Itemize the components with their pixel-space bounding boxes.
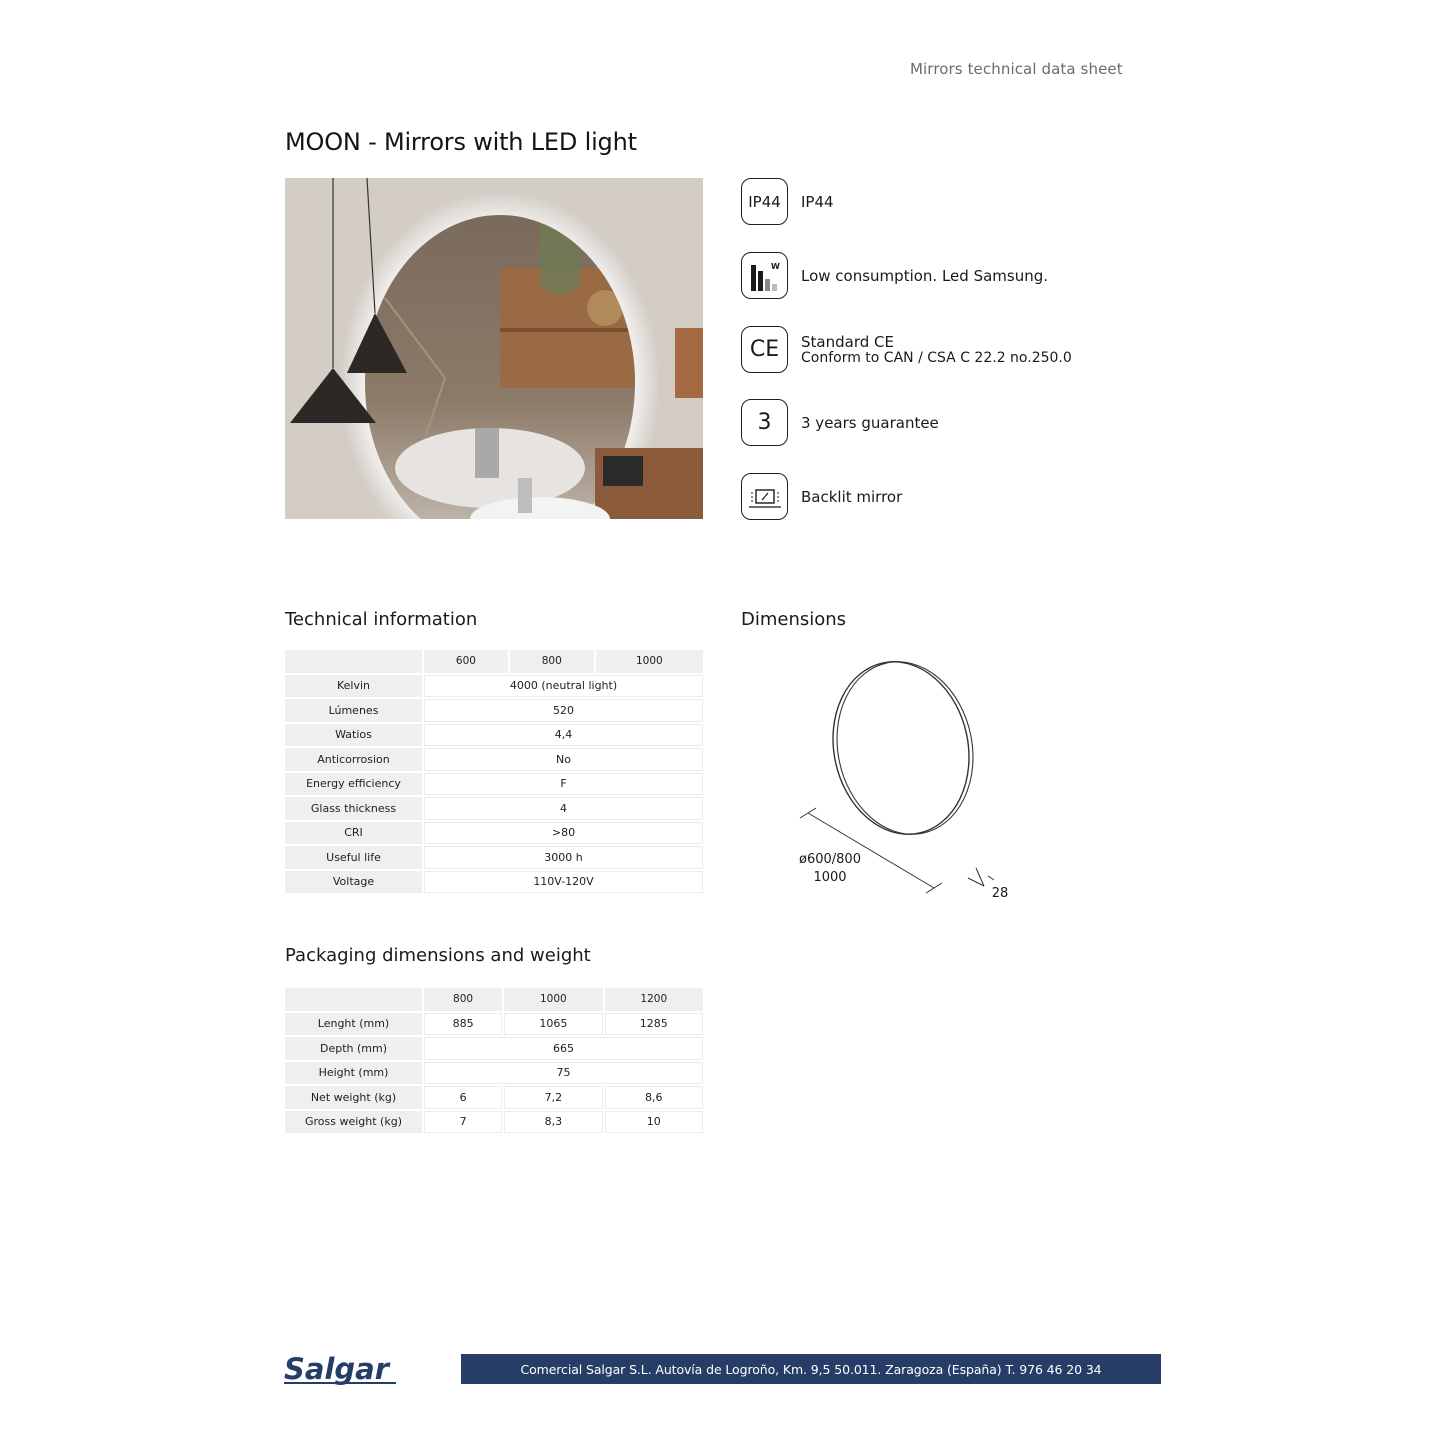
guarantee-years: 3 <box>757 410 772 435</box>
product-photo <box>285 178 703 519</box>
table-row <box>285 773 703 796</box>
dimensions-title: Dimensions <box>741 609 847 630</box>
row-value: 110V-120V <box>424 871 703 894</box>
feature-backlit <box>741 473 902 520</box>
logo-wordmark: Salgar <box>284 1352 390 1386</box>
column-header: 1200 <box>605 988 703 1011</box>
row-value: 75 <box>424 1062 703 1085</box>
row-value: 6 <box>424 1086 502 1109</box>
ip44-icon <box>741 178 788 225</box>
table-row <box>285 846 703 869</box>
packaging-title: Packaging dimensions and weight <box>285 945 591 966</box>
table-header-row <box>285 650 703 673</box>
table-header-row <box>285 988 703 1011</box>
row-value: No <box>424 748 703 771</box>
row-label: Voltage <box>285 871 422 894</box>
row-label: CRI <box>285 822 422 845</box>
row-value: 8,6 <box>605 1086 703 1109</box>
table-row <box>285 1013 703 1036</box>
diameter-label: ø600/800 <box>799 852 861 867</box>
row-value: 8,3 <box>504 1111 602 1134</box>
feature-low-consumption <box>741 252 1048 299</box>
row-value: 665 <box>424 1037 703 1060</box>
ce-mark-icon <box>741 326 788 373</box>
feature-sub-text: Conform to CAN / CSA C 22.2 no.250.0 <box>801 349 1072 366</box>
row-value: 1065 <box>504 1013 602 1036</box>
guarantee-icon <box>741 399 788 446</box>
table-row <box>285 699 703 722</box>
feature-text: Low consumption. Led Samsung. <box>801 266 1049 285</box>
table-row <box>285 1086 703 1109</box>
row-value: 885 <box>424 1013 502 1036</box>
row-label: Kelvin <box>285 675 422 698</box>
column-header: 800 <box>510 650 594 673</box>
row-label: Net weight (kg) <box>285 1086 422 1109</box>
dimensions-drawing <box>770 650 1030 910</box>
row-label: Useful life <box>285 846 422 869</box>
feature-text: Backlit mirror <box>801 487 903 506</box>
row-value: 10 <box>605 1111 703 1134</box>
table-row <box>285 675 703 698</box>
row-value: F <box>424 773 703 796</box>
table-row <box>285 871 703 894</box>
row-value: >80 <box>424 822 703 845</box>
feature-standard-ce <box>741 326 1072 373</box>
depth-label: 28 <box>991 886 1009 901</box>
energy-consumption-icon <box>741 252 788 299</box>
sheet-title: Mirrors technical data sheet <box>910 60 1123 78</box>
row-label: Height (mm) <box>285 1062 422 1085</box>
salgar-logo <box>284 1352 398 1386</box>
table-corner <box>285 988 422 1011</box>
table-row <box>285 748 703 771</box>
row-label: Lenght (mm) <box>285 1013 422 1036</box>
column-header: 800 <box>424 988 502 1011</box>
row-label: Energy efficiency <box>285 773 422 796</box>
column-header: 1000 <box>596 650 703 673</box>
watt-label: W <box>770 261 780 271</box>
table-row <box>285 1062 703 1085</box>
table-corner <box>285 650 422 673</box>
feature-guarantee <box>741 399 939 446</box>
row-label: Anticorrosion <box>285 748 422 771</box>
row-value: 7,2 <box>504 1086 602 1109</box>
column-header: 1000 <box>504 988 602 1011</box>
feature-text: 3 years guarantee <box>801 413 939 432</box>
table-row <box>285 1111 703 1134</box>
ip44-icon-label: IP44 <box>748 192 781 211</box>
row-value: 4000 (neutral light) <box>424 675 703 698</box>
row-value: 3000 h <box>424 846 703 869</box>
column-header: 600 <box>424 650 508 673</box>
table-row <box>285 1037 703 1060</box>
feature-text: IP44 <box>801 192 834 211</box>
row-label: Depth (mm) <box>285 1037 422 1060</box>
row-label: Glass thickness <box>285 797 422 820</box>
technical-info-title: Technical information <box>285 609 478 630</box>
row-label: Gross weight (kg) <box>285 1111 422 1134</box>
row-value: 4 <box>424 797 703 820</box>
backlit-mirror-icon <box>741 473 788 520</box>
feature-main-text: Standard CE <box>801 332 894 351</box>
row-value: 4,4 <box>424 724 703 747</box>
diameter-label-2: 1000 <box>813 870 847 885</box>
row-value: 520 <box>424 699 703 722</box>
row-value: 1285 <box>605 1013 703 1036</box>
ce-mark-label: CE <box>749 337 780 362</box>
feature-text <box>801 334 1072 366</box>
table-row <box>285 822 703 845</box>
packaging-table <box>283 986 705 1135</box>
page-title: MOON - Mirrors with LED light <box>285 128 637 156</box>
row-value: 7 <box>424 1111 502 1134</box>
technical-info-table <box>283 648 705 895</box>
row-label: Lúmenes <box>285 699 422 722</box>
footer-address-bar: Comercial Salgar S.L. Autovía de Logroño, Km. 9,5 50.011. Zaragoza (España) T. 976 46 20 34 <box>461 1354 1161 1384</box>
table-row <box>285 724 703 747</box>
row-label: Watios <box>285 724 422 747</box>
table-row <box>285 797 703 820</box>
feature-ip44 <box>741 178 834 225</box>
